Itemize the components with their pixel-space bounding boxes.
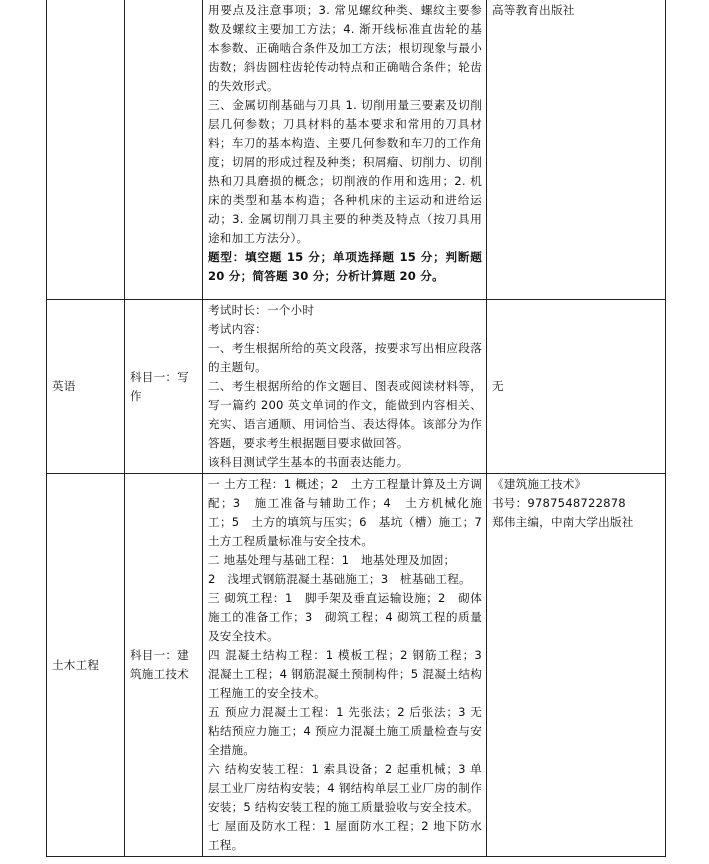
exam-cell (125, 0, 203, 300)
exam-cell: 科目一：写作 (125, 300, 203, 474)
reference-cell (487, 300, 666, 474)
score-note: 题型：填空题 15 分；单项选择题 15 分；判断题 20 分；简答题 30 分；分析计算题 20 分。 (208, 250, 482, 283)
subject-cell (47, 0, 125, 300)
reference-line: 《建筑施工技术》 (492, 477, 587, 491)
content-line: 考试时长：一个小时 (208, 303, 315, 317)
table-row-english (47, 300, 666, 474)
content-line: 三 砌筑工程：1 脚手架及垂直运输设施；2 砌体施工的准备工作；3 砌筑工程；4 砌筑工程的质量及安全技术。 (208, 591, 482, 643)
content-line: 2 浅埋式钢筋混凝土基础施工；3 桩基础工程。 (208, 572, 471, 586)
table-row-mechanical (47, 0, 666, 300)
content-line: 该科目测试学生基本的书面表达能力。 (208, 455, 409, 469)
content-line: 三、金属切削基础与刀具 1. 切削用量三要素及切削层几何参数；刀具材料的基本要求和常用的刀具材料；车刀的基本构造、主要几何参数和车刀的工作角度；切屑的形成过程及种类；积屑瘤、切削力、切削热和刀具磨损的概念；切削液的作用和选用；2. 机床的类型和基本构造；各种机床的主运动和进给运动；3. 金属切削刀具主要的种类及特点（按刀具用途和加工方法分）。 (208, 98, 482, 245)
content-line: 四 混凝土结构工程：1 模板工程；2 钢筋工程；3 混凝土工程；4 钢筋混凝土预制构件；5 混凝土结构工程施工的安全技术。 (208, 648, 482, 700)
syllabus-table (46, 0, 666, 857)
exam-cell: 科目一：建筑施工技术 (125, 474, 203, 857)
content-line: 七 屋面及防水工程：1 屋面防水工程；2 地下防水工程。 (208, 819, 482, 852)
content-cell (203, 474, 494, 857)
reference-line: 书号：9787548722878 (492, 496, 626, 510)
content-cell (203, 300, 487, 474)
subject-cell: 土木工程 (47, 474, 125, 857)
reference-line: 郑伟主编，中南大学出版社 (492, 515, 634, 529)
content-line: 一 土方工程：1 概述；2 土方工程量计算及土方调配；3 施工准备与辅助工作；4 土方机械化施工；5 土方的填筑与压实；6 基坑（槽）施工；7 土方工程质量标准与安全技术。 (208, 477, 494, 548)
content-line: 五 预应力混凝土工程：1 先张法；2 后张法；3 无粘结预应力施工；4 预应力混凝土施工质量检查与安全措施。 (208, 705, 482, 757)
subject-cell: 英语 (47, 300, 125, 474)
content-line: 二 地基处理与基础工程：1 地基处理及加固； (208, 553, 456, 567)
content-line: 用要点及注意事项；3. 常见螺纹种类、螺纹主要参数及螺纹主要加工方法；4. 渐开线标准直齿轮的基本参数、正确啮合条件及加工方法；根切现象与最小齿数；斜齿圆柱齿轮传动特点和正确啮合条件；轮齿的失效形式。 (208, 3, 482, 93)
reference-line: 高等教育出版社 (492, 3, 575, 17)
content-cell (203, 0, 487, 300)
reference-cell (487, 0, 666, 300)
reference-line: 无 (492, 379, 504, 393)
content-line: 六 结构安装工程：1 索具设备；2 起重机械；3 单层工业厂房结构安装；4 钢结构单层工业厂房的制作安装；5 结构安装工程的施工质量验收与安全技术。 (208, 762, 482, 814)
table-row-civil (47, 474, 666, 857)
content-line: 考试内容： (208, 322, 267, 336)
reference-cell (487, 474, 666, 857)
content-line: 一、考生根据所给的英文段落，按要求写出相应段落的主题句。 (208, 341, 482, 374)
content-line: 二、考生根据所给的作文题目、图表或阅读材料等，写一篇约 200 英文单词的作文，能做到内容相关、充实、语言通顺、用词恰当、表达得体。该部分为作答题，要求考生根据题目要求做回答。 (208, 379, 482, 450)
